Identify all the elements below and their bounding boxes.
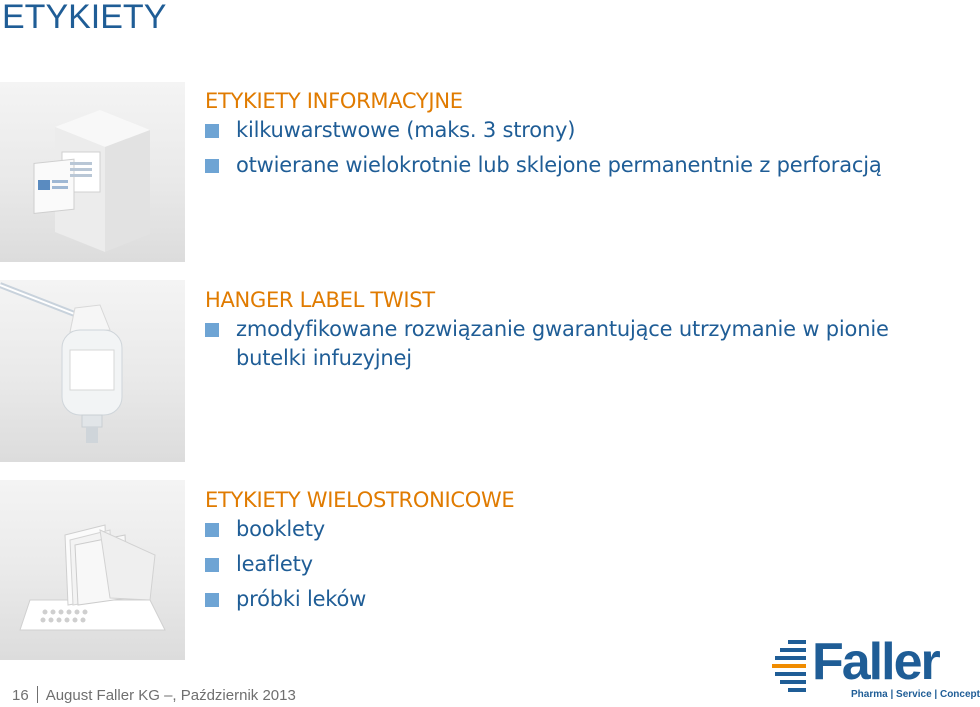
faller-logo — [772, 633, 980, 704]
bullet-square-icon — [205, 558, 219, 572]
page-number: 16 — [12, 687, 29, 704]
section-multipage-labels — [205, 487, 935, 614]
bullet-item: zmodyfikowane rozwiązanie gwarantujące utrzymanie w pionie butelki infuzyjnej — [205, 315, 935, 373]
bullet-list — [205, 515, 935, 614]
hanger-bottle-illustration — [0, 280, 185, 462]
section-hanger-label — [205, 287, 935, 373]
booklet-label-photo — [0, 480, 185, 660]
section-heading: ETYKIETY INFORMACYJNE — [205, 89, 463, 113]
bullet-square-icon — [205, 323, 219, 337]
bullet-list — [205, 315, 935, 373]
logo-wordmark: Faller — [812, 633, 939, 691]
logo-tagline: Pharma | Service | Concept — [851, 689, 980, 700]
logo-stripes-icon — [772, 640, 814, 700]
info-label-photo — [0, 82, 185, 262]
section-heading: ETYKIETY WIELOSTRONICOWE — [205, 488, 515, 512]
slide-title: ETYKIETY — [2, 0, 167, 36]
bullet-item: leaflety — [205, 550, 935, 579]
bullet-item: próbki leków — [205, 585, 935, 614]
bullet-square-icon — [205, 523, 219, 537]
bullet-square-icon — [205, 159, 219, 173]
info-label-illustration — [0, 82, 185, 262]
footer — [12, 686, 296, 704]
footer-company-date: August Faller KG –, Październik 2013 — [45, 687, 296, 704]
bullet-square-icon — [205, 593, 219, 607]
bullet-item: booklety — [205, 515, 935, 544]
bullet-list — [205, 116, 935, 180]
bullet-item: kilkuwarstwowe (maks. 3 strony) — [205, 116, 935, 145]
footer-divider — [37, 686, 38, 703]
section-heading: HANGER LABEL TWIST — [205, 288, 435, 312]
bullet-square-icon — [205, 124, 219, 138]
hanger-label-photo — [0, 280, 185, 462]
section-info-labels — [205, 88, 935, 180]
booklet-illustration — [0, 480, 185, 660]
bullet-item: otwierane wielokrotnie lub sklejone permanentnie z perforacją — [205, 151, 935, 180]
